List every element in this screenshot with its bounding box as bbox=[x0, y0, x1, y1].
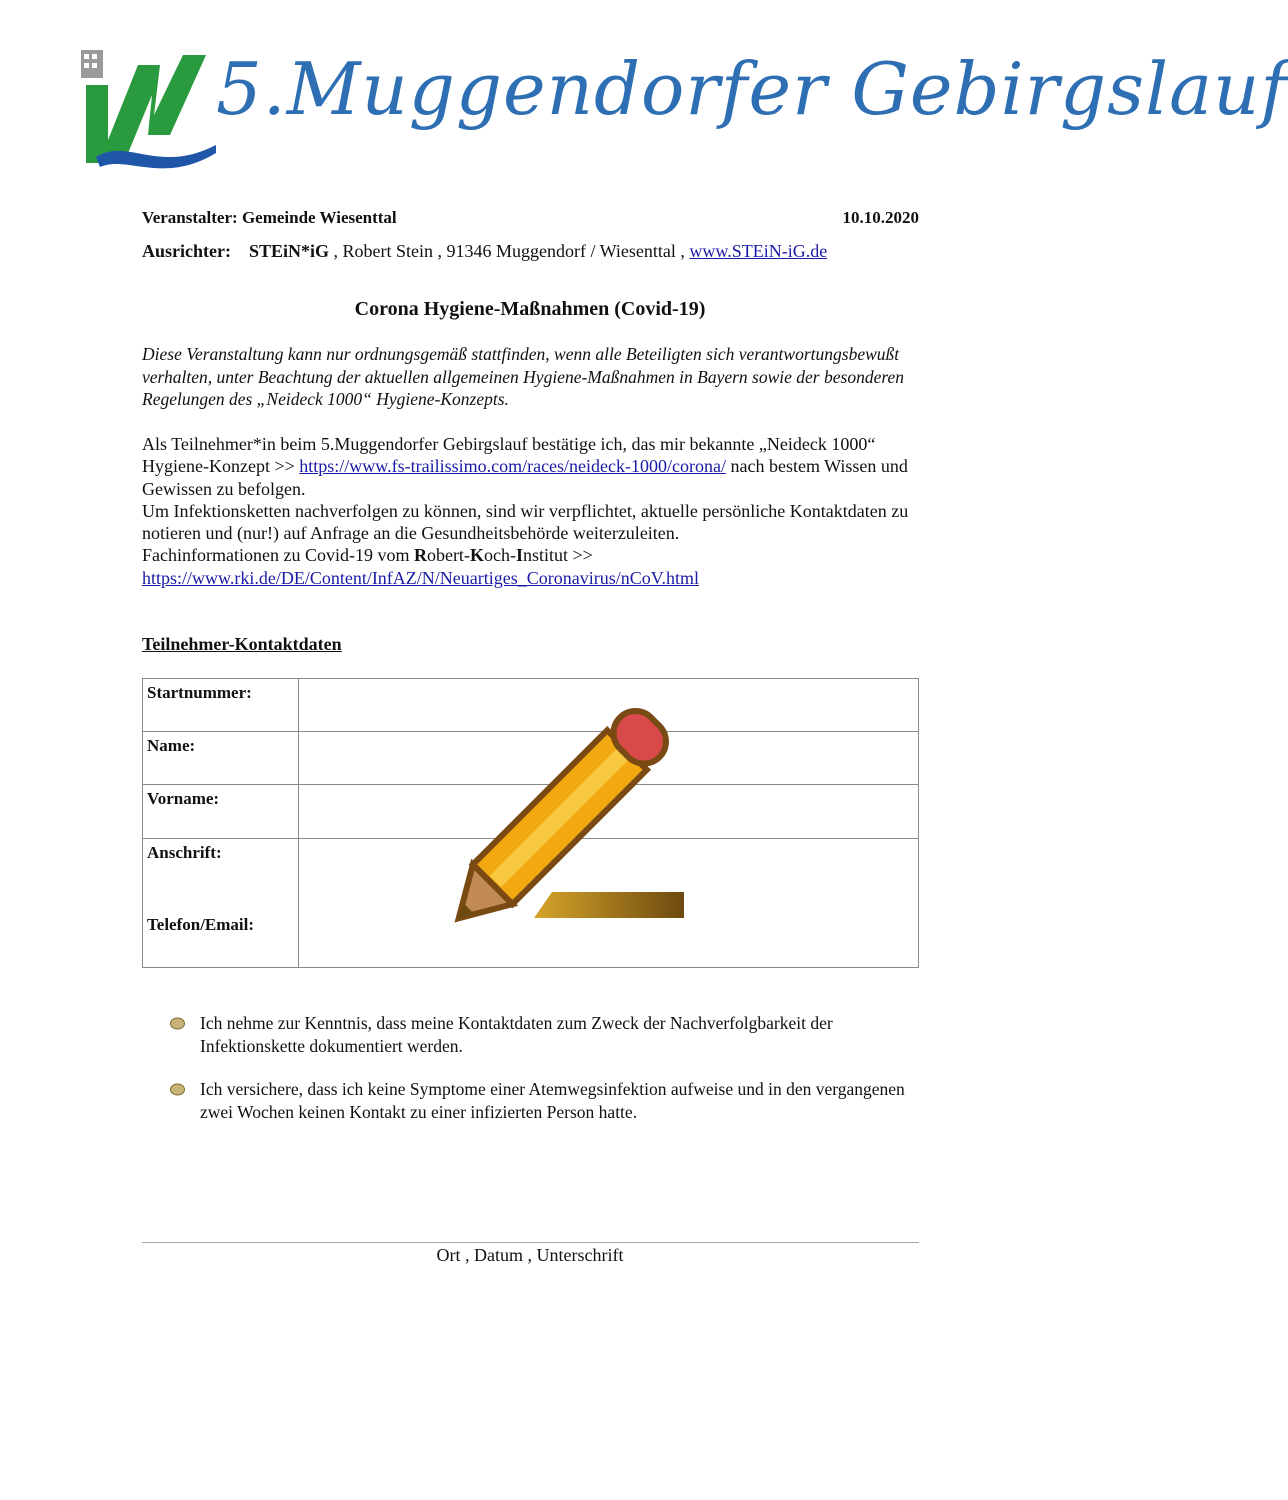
hygiene-concept-link[interactable]: https://www.fs-trailissimo.com/races/neideck-1000/corona/ bbox=[299, 456, 726, 477]
host-details: , Robert Stein , 91346 Muggendorf / Wiesenttal , bbox=[333, 241, 685, 261]
field-label-startnummer: Startnummer: bbox=[143, 679, 299, 732]
paragraph-rki bbox=[142, 544, 922, 589]
organizer-line bbox=[142, 208, 919, 228]
logo-mark-icon bbox=[78, 45, 218, 175]
field-label-name: Name: bbox=[143, 732, 299, 785]
pencil-icon bbox=[462, 710, 692, 925]
paragraph-text: Als Teilnehmer*in beim 5.Muggendorfer Gebirgslauf bestätige ich, das mir bekannte „Neideck 1000“ Hygiene-Konzept >> bbox=[142, 434, 876, 477]
paragraph-confirmation bbox=[142, 433, 922, 500]
signature-line[interactable] bbox=[142, 1242, 919, 1243]
field-label-telefon-email: Telefon/Email: bbox=[147, 915, 255, 934]
field-label-anschrift: Anschrift: bbox=[147, 843, 222, 862]
rki-link[interactable]: https://www.rki.de/DE/Content/InfAZ/N/Neuartiges_Coronavirus/nCoV.html bbox=[142, 567, 699, 588]
paragraph-text: nstitut >> bbox=[522, 545, 593, 566]
paragraph-text: och- bbox=[483, 545, 516, 566]
host-website-link[interactable]: www.STEiN-iG.de bbox=[689, 241, 828, 261]
list-item bbox=[170, 1012, 910, 1057]
host-name: STEiN*iG bbox=[248, 241, 330, 261]
organizer-label: Veranstalter: bbox=[142, 208, 238, 227]
signature-label: Ort , Datum , Unterschrift bbox=[436, 1245, 624, 1265]
logo-title: 5.Muggendorfer Gebirgslauf bbox=[216, 47, 1288, 131]
consent-text: Ich nehme zur Kenntnis, dass meine Kontaktdaten zum Zweck der Nachverfolgbarkeit der Infektionskette dokumentiert werden. bbox=[200, 1013, 833, 1056]
consent-list bbox=[170, 1012, 910, 1144]
event-date: 10.10.2020 bbox=[842, 208, 919, 227]
paragraph-tracing: Um Infektionsketten nachverfolgen zu können, sind wir verpflichtet, aktuelle persönliche Kontaktdaten zu notieren und (nur!) auf Anfrage an die Gesundheitsbehörde weiterzuleiten. bbox=[142, 500, 909, 544]
bullet-icon bbox=[170, 1083, 185, 1096]
page-title: Corona Hygiene-Maßnahmen (Covid-19) bbox=[354, 298, 706, 320]
rki-initial: R bbox=[413, 545, 427, 566]
paragraph-text: nach bestem Wissen und Gewissen zu befolgen. bbox=[142, 456, 908, 499]
body-text bbox=[142, 433, 922, 589]
intro-text: Diese Veranstaltung kann nur ordnungsgemäß stattfinden, wenn alle Beteiligten sich verantwortungsbewußt verhalten, unter Beachtung der aktuellen allgemeinen Hygiene-Maßnahmen in Bayern sowie der besonderen Regelungen des „Neideck 1000“ Hygiene-Konzepts. bbox=[142, 344, 905, 409]
field-label-vorname: Vorname: bbox=[143, 785, 299, 839]
consent-text: Ich versichere, dass ich keine Symptome einer Atemwegsinfektion aufweise und in den vergangenen zwei Wochen keinen Kontakt zu einer infizierten Person hatte. bbox=[200, 1079, 905, 1122]
bullet-icon bbox=[170, 1017, 185, 1030]
paragraph-text: Fachinformationen zu Covid-19 vom bbox=[142, 545, 414, 566]
list-item bbox=[170, 1078, 910, 1123]
organizer-name: Gemeinde Wiesenttal bbox=[241, 208, 397, 227]
contact-heading: Teilnehmer-Kontaktdaten bbox=[142, 634, 342, 654]
host-line bbox=[142, 241, 827, 262]
paragraph-text: obert- bbox=[426, 545, 470, 566]
rki-initial: K bbox=[469, 545, 484, 566]
event-logo bbox=[78, 45, 1288, 180]
host-label: Ausrichter: bbox=[142, 241, 231, 261]
rki-initial: I bbox=[515, 545, 523, 566]
field-label-address-contact bbox=[143, 839, 299, 968]
